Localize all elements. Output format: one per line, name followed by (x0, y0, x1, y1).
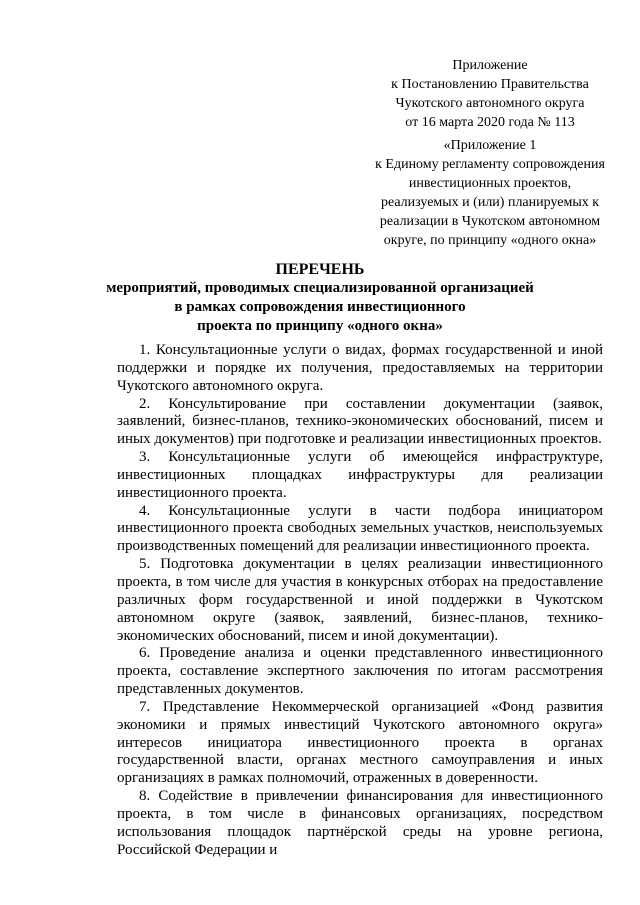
list-item: 3. Консультационные услуги об имеющейся инфраструктуре, инвестиционных площадках инфраструктуры для реализации инвестиционного проекта. (117, 449, 603, 501)
appendix-header (370, 56, 610, 132)
measures-list (117, 342, 603, 859)
regulation-line: к Единому регламенту сопровождения (375, 157, 605, 172)
appendix-line: от 16 марта 2020 года № 113 (405, 115, 575, 130)
regulation-reference (370, 136, 610, 250)
list-item: 2. Консультирование при составлении документации (заявок, заявлений, бизнес-планов, технико-экономических обоснований, писем и иных документов) при подготовке и реализации инвестиционных проектов. (117, 395, 603, 448)
title-subtitle-line: мероприятий, проводимых специализированной организацией (106, 280, 534, 296)
list-item: 4. Консультационные услуги в части подбора инициатором инвестиционного проекта свободных земельных участков, неиспользуемых производственных помещений для реализации инвестиционного проекта. (117, 502, 603, 555)
title-main: ПЕРЕЧЕНЬ (275, 261, 365, 278)
regulation-line: «Приложение 1 (443, 138, 537, 153)
list-item: 1. Консультационные услуги о видах, формах государственной и иной поддержки и порядке их получения, предоставляемых на территории Чукотского автономного округа. (117, 342, 603, 394)
title-subtitle-line: проекта по принципу «одного окна» (197, 318, 443, 334)
regulation-line: округе, по принципу «одного окна» (383, 233, 597, 248)
list-item: 6. Проведение анализа и оценки представленного инвестиционного проекта, составление экспертного заключения по итогам рассмотрения представленных документов. (117, 645, 603, 698)
list-item: 5. Подготовка документации в целях реализации инвестиционного проекта, в том числе для участия в конкурсных отборах на предоставление различных форм государственной и иной поддержки в Чукотском автономном округе (заявок, заявлений, бизнес-планов, технико-экономических обоснований, писем и иной документации). (117, 556, 603, 644)
appendix-line: к Постановлению Правительства (391, 77, 589, 92)
title-subtitle-line: в рамках сопровождения инвестиционного (174, 299, 466, 315)
appendix-line: Чукотского автономного округа (395, 96, 585, 111)
regulation-line: реализации в Чукотском автономном (379, 214, 601, 229)
document-title (0, 260, 640, 336)
appendix-line: Приложение (452, 58, 528, 73)
regulation-line: инвестиционных проектов, (408, 176, 572, 191)
list-item: 8. Содействие в привлечении финансирования для инвестиционного проекта, в том числе в финансовых организациях, посредством использования площадок партнёрской среды на уровне региона, Российской Федерации и (117, 788, 603, 858)
list-item: 7. Представление Некоммерческой организацией «Фонд развития экономики и прямых инвестиций Чукотского автономного округа» интересов инициатора инвестиционного проекта в органах государственной власти, органах местного самоуправления и иных организациях в рамках полномочий, отраженных в доверенности. (117, 698, 603, 787)
regulation-line: реализуемых и (или) планируемых к (380, 195, 600, 210)
